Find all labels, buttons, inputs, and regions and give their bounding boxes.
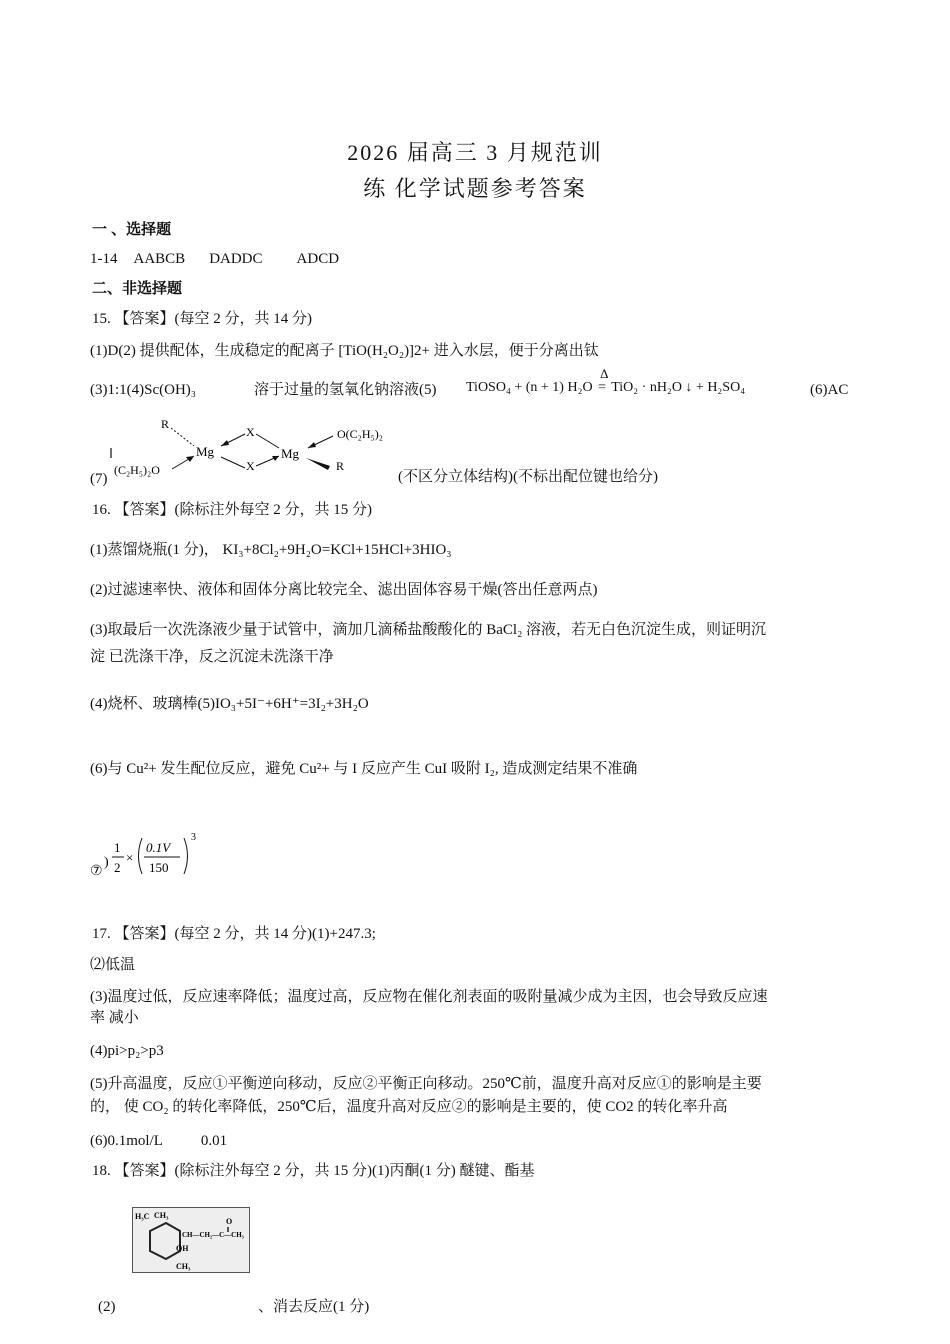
choice-group-1: AABCB	[133, 251, 186, 267]
q15-p7-note: (不区分立体结构)(不标出配位键也给分)	[398, 469, 658, 485]
struct-ch3-c: CH₃	[176, 1262, 191, 1271]
struct-x-top: X	[246, 425, 255, 439]
grignard-dimer-structure	[108, 414, 398, 486]
q15-header: 15. 【答案】(每空 2 分，共 14 分)	[92, 311, 312, 327]
q16-p3-line1: (3)取最后一次洗涤液少量于试管中，滴加几滴稀盐酸酸化的 BaCl₂ 溶液，若无白色沉淀生成，则证明沉	[90, 622, 767, 638]
choice-group-3: ADCD	[296, 251, 340, 267]
section-heading-choice: 一 、选择题	[92, 221, 172, 238]
frac-den: 2	[114, 860, 121, 875]
delta-sign: Δ	[600, 366, 609, 381]
q17-p5-line2: 的， 使 CO₂ 的转化率降低，250℃后，温度升高对反应②的影响是主要的，使 CO2 的转化率升高	[90, 1099, 728, 1115]
arrowhead-icon	[186, 456, 194, 462]
hash-bond	[171, 428, 194, 446]
choice-range: 1-14	[90, 251, 118, 267]
equation-right: TiO₂ · nH₂O ↓ + H₂SO₄	[611, 380, 746, 395]
struct-r-left: R	[161, 417, 170, 431]
struct-ch3-a: H₃C	[135, 1212, 150, 1221]
q17-header: 17. 【答案】(每空 2 分，共 14 分)(1)+247.3;	[92, 926, 376, 942]
choice-group-2: DADDC	[209, 251, 263, 267]
q16-p6: (6)与 Cu²+ 发生配位反应，避免 Cu²+ 与 I 反应产生 CuI 吸附 I₂, 造成测定结果不准确	[90, 761, 638, 777]
struct-ether-right: O(C₂H₅)₂	[337, 427, 383, 441]
page-title-line1: 2026 届高三 3 月规范训	[347, 140, 603, 165]
q15-line1: (1)D(2) 提供配体，生成稳定的配离子 [TiO(H₂O₂)]2+ 进入水层，便于分离出钛	[90, 343, 599, 359]
q16-p3-line2: 淀 已洗涤干净，反之沉淀未洗涤干净	[90, 649, 334, 665]
equation-left: TiOSO₄ + (n + 1) H₂O	[466, 380, 593, 395]
equation-arrow: Δ =	[598, 366, 609, 395]
inner-den: 150	[149, 860, 169, 875]
q17-p6-a: (6)0.1mol/L	[90, 1133, 163, 1149]
struct-x-bottom: X	[246, 459, 255, 473]
q15-p7-label: (7)	[90, 471, 108, 487]
paren-right	[184, 838, 188, 874]
q16-formula	[104, 830, 204, 880]
q16-p1: (1)蒸馏烧瓶(1 分)， KI₃+8Cl₂+9H₂O=KCl+15HCl+3HIO₃	[90, 542, 452, 558]
struct-mg-right: Mg	[281, 446, 300, 461]
q15-line2c: (6)AC	[810, 382, 849, 398]
arrowhead-icon	[221, 440, 229, 446]
struct-oh: OH	[176, 1244, 189, 1253]
q17-p6	[90, 1131, 227, 1151]
q18-handwritten-structure	[132, 1207, 250, 1273]
frac-num: 1	[114, 840, 121, 855]
q17-p3-line1: (3)温度过低，反应速率降低；温度过高，反应物在催化剂表面的吸附量减少成为主因，也会导致反应速	[90, 989, 768, 1005]
bond-mg-x	[221, 457, 245, 468]
q15-line2b: 溶于过量的氢氧化钠溶液(5)	[254, 382, 437, 398]
q16-p2: (2)过滤速率快、液体和固体分离比较完全、滤出固体容易干燥(答出任意两点)	[90, 582, 598, 598]
exponent: 3	[191, 832, 196, 843]
choice-answers	[90, 249, 339, 269]
arrowhead-icon	[308, 442, 316, 448]
paren-left	[139, 838, 143, 874]
q18-header: 18. 【答案】(除标注外每空 2 分，共 15 分)(1)丙酮(1 分) 醚键、酯基	[92, 1163, 535, 1179]
inner-num: 0.1V	[146, 840, 171, 855]
q16-p7-label: ⑦	[90, 864, 103, 879]
q15-line2a: (3)1:1(4)Sc(OH)₃	[90, 382, 197, 398]
q16-header: 16. 【答案】(除标注外每空 2 分，共 15 分)	[92, 502, 372, 518]
wedge-bond	[306, 458, 330, 470]
struct-ch3-b: CH₃	[154, 1211, 169, 1220]
q17-p5-line1: (5)升高温度，反应①平衡逆向移动，反应②平衡正向移动。250℃前，温度升高对反应①的影响是主要	[90, 1076, 762, 1092]
q17-p6-b: 0.01	[200, 1133, 228, 1149]
q17-p4: (4)pi>p₂>p3	[90, 1043, 164, 1059]
struct-chain: CH—CH₂—C—CH₃	[182, 1231, 244, 1239]
paren-close: )	[104, 855, 109, 870]
page-title-line2: 练 化学试题参考答案	[363, 176, 587, 201]
q17-p3-line2: 率 减小	[90, 1010, 139, 1026]
struct-ether-left: (C₂H₅)₂O	[114, 463, 160, 477]
struct-r-right: R	[336, 459, 345, 473]
times-sign: ×	[126, 850, 134, 865]
section-heading-nonchoice: 二、非选择题	[92, 280, 183, 297]
q18-p2-text: 、消去反应(1 分)	[258, 1299, 370, 1315]
struct-o: O	[226, 1217, 233, 1226]
struct-mg-left: Mg	[196, 444, 215, 459]
q16-p4: (4)烧杯、玻璃棒(5)IO₃+5I⁻+6H⁺=3I₂+3H₂O	[90, 696, 369, 712]
bond-x-mg	[256, 434, 279, 448]
q17-p2: ⑵低温	[90, 957, 136, 973]
q15-equation	[466, 366, 746, 398]
q18-p2-label: (2)	[98, 1299, 116, 1315]
